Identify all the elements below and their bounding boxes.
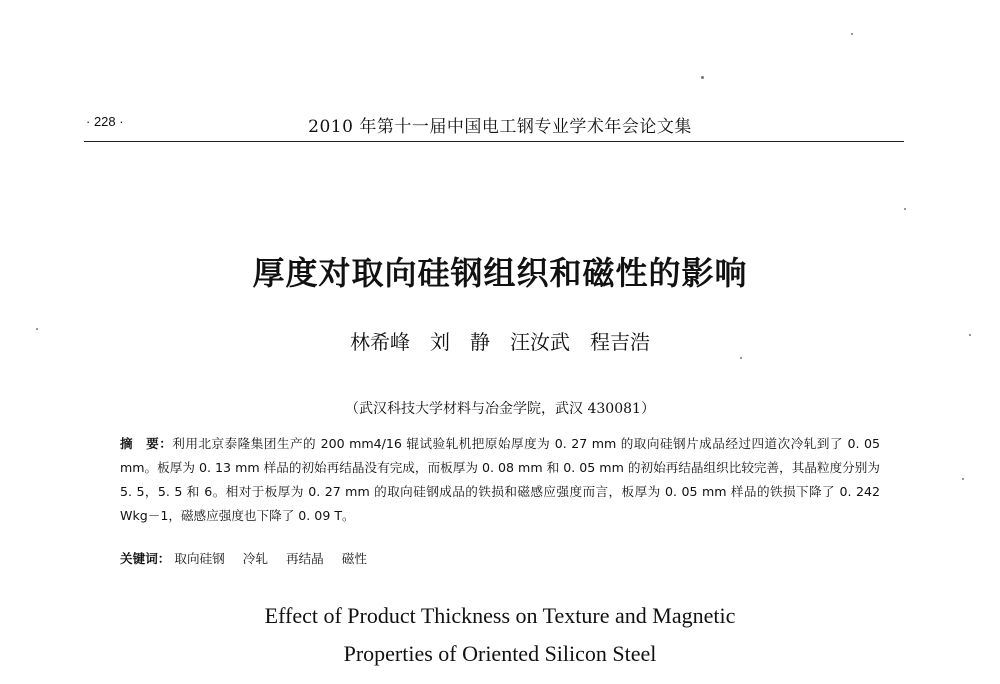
article-title-cn: 厚度对取向硅钢组织和磁性的影响 xyxy=(252,254,748,292)
scan-speck xyxy=(851,33,853,35)
scan-speck xyxy=(969,334,971,336)
keywords xyxy=(120,548,880,570)
article-title-en-line-2: Properties of Oriented Silicon Steel xyxy=(343,641,657,666)
keyword: 冷轧 xyxy=(242,551,268,566)
page-number: · 228 · xyxy=(86,114,124,129)
scan-speck xyxy=(904,208,906,210)
author-affiliation: （武汉科技大学材料与冶金学院，武汉 430081） xyxy=(345,401,655,417)
scan-speck xyxy=(740,357,742,359)
running-title: 2010 年第十一届中国电工钢专业学术年会论文集 xyxy=(308,117,692,137)
keyword: 再结晶 xyxy=(285,551,324,566)
keyword: 取向硅钢 xyxy=(174,551,225,566)
scan-speck xyxy=(962,478,964,480)
article-title-en-line-1: Effect of Product Thickness on Texture and Magnetic xyxy=(264,603,736,628)
scan-speck xyxy=(701,76,704,79)
abstract-label: 摘 要： xyxy=(120,436,173,451)
header-rule xyxy=(84,141,904,142)
author-list: 林希峰 刘 静 汪汝武 程吉浩 xyxy=(350,330,650,354)
abstract xyxy=(120,432,880,528)
abstract-text: 利用北京泰隆集团生产的 200 mm4/16 辊试验轧机把原始厚度为 0. 27 mm 的取向硅钢片成品经过四道次冷轧到了 0. 05 mm。板厚为 0. 13 mm 样品的初始再结晶没有完成，而板厚为 0. 08 mm 和 0. 05 mm 的初始再结晶组织比较完善，其晶粒度分别为 5. 5，5. 5 和 6。相对于板厚为 0. 27 mm 的取向硅钢成品的铁损和磁感应强度而言，板厚为 0. 05 mm 样品的铁损下降了 0. 242 Wkg－1，磁感应强度也下降了 0. 09 T。 xyxy=(120,436,881,523)
keyword: 磁性 xyxy=(341,551,367,566)
scan-speck xyxy=(36,328,38,330)
keywords-label: 关键词： xyxy=(120,551,171,566)
